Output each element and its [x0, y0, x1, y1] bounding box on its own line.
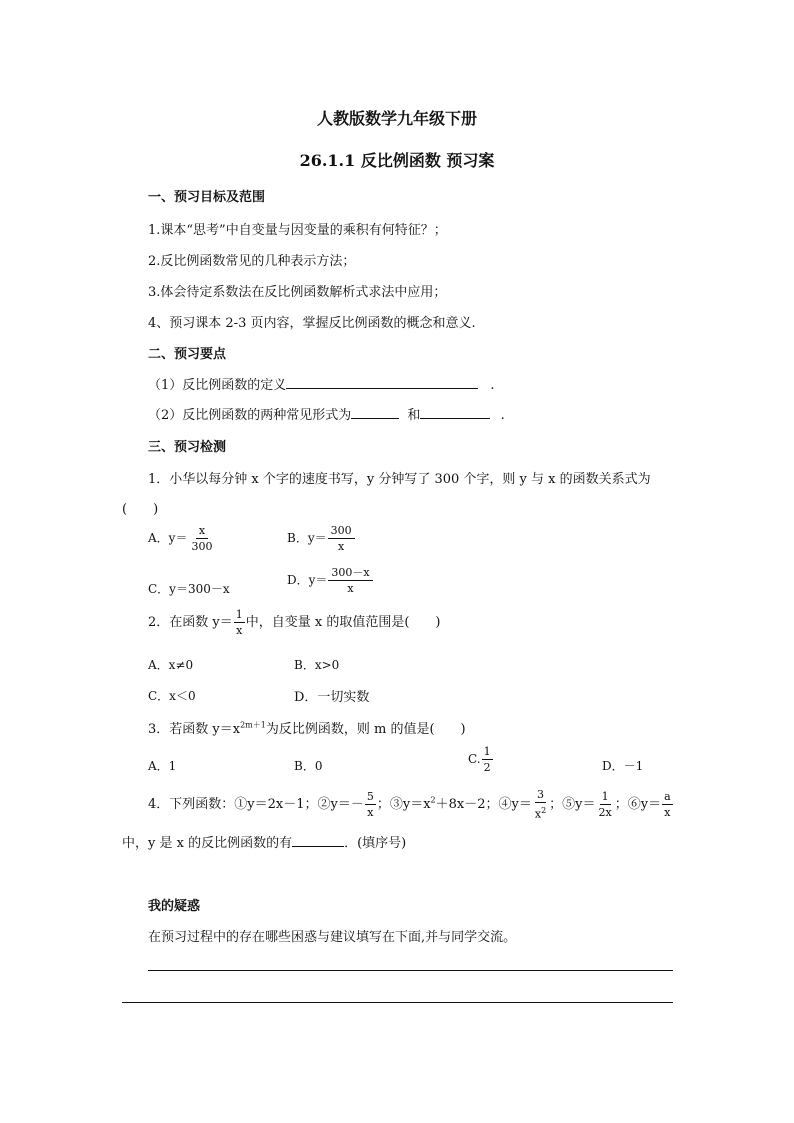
- fraction-denominator: 2x: [598, 805, 612, 819]
- q3-option-c-label: C.: [468, 752, 481, 766]
- doubts-answer-line-1[interactable]: [148, 970, 673, 971]
- definition-blank[interactable]: [286, 376, 478, 389]
- forms-prompt: （2）反比例函数的两种常见形式为: [148, 408, 352, 423]
- q1-option-a: [148, 524, 216, 553]
- q2-text: [148, 608, 441, 637]
- q1-option-b-label: B．y＝: [287, 531, 327, 545]
- fraction-denominator: x: [338, 540, 345, 553]
- section1-item-3: 3.体会待定系数法在反比例函数解析式求法中应用；: [148, 285, 447, 300]
- q4-p3-sup: 2: [430, 795, 436, 805]
- q1-option-a-fraction: [188, 524, 215, 553]
- fraction-denominator: 300: [191, 540, 213, 553]
- q1-option-b-fraction: [328, 524, 355, 553]
- q2-fraction: [234, 608, 245, 637]
- fraction-denominator: x: [367, 805, 374, 819]
- fraction-numerator: 1: [483, 745, 491, 758]
- fraction-denominator: [533, 803, 548, 821]
- q3-option-d: D．－1: [602, 759, 644, 773]
- page-subtitle: 26.1.1 反比例函数 预习案: [299, 151, 495, 170]
- form-blank-2[interactable]: [420, 406, 490, 419]
- fraction-denominator: 2: [483, 761, 491, 774]
- section1-item-1: 1.课本“思考”中自变量与因变量的乘积有何特征？；: [148, 223, 447, 238]
- q3-option-b: B．0: [294, 759, 323, 773]
- q1-paren: ( ): [122, 502, 159, 517]
- q4-f2: [365, 790, 376, 819]
- f4-den-base: x: [534, 807, 542, 821]
- q1-option-d-fraction: [328, 566, 372, 595]
- q3-option-c: [468, 745, 494, 774]
- fraction-numerator: 1: [601, 789, 609, 803]
- q1-option-d: [287, 566, 374, 595]
- definition-period: .: [490, 378, 495, 393]
- form-blank-1[interactable]: [351, 406, 399, 419]
- fraction-numerator: x: [196, 524, 208, 539]
- q4-line2-end: ．(填序号): [344, 836, 407, 851]
- fraction-numerator: 5: [366, 789, 374, 803]
- q3-exponent: 2m＋1: [240, 720, 266, 730]
- fraction-denominator: x: [347, 582, 354, 595]
- fraction-denominator: x: [664, 805, 671, 819]
- q4-line2: [122, 832, 406, 851]
- q4-line2-text: 中，y 是 x 的反比例函数的有: [122, 836, 293, 851]
- q1-option-a-label: A．y＝: [148, 531, 188, 545]
- q1-text: 1．小华以每分钟 x 个字的速度书写，y 分钟写了 300 个字，则 y 与 x 的函数关系式为: [148, 472, 651, 487]
- fraction-numerator: 300: [328, 524, 355, 539]
- definition-prompt: （1）反比例函数的定义: [148, 378, 287, 393]
- section2-item-1: [148, 374, 495, 393]
- section1-heading: 一、预习目标及范围: [148, 190, 266, 205]
- q2-option-a: A．x≠0: [148, 658, 194, 672]
- doubts-text: 在预习过程中的存在哪些困惑与建议填写在下面,并与同学交流。: [148, 930, 517, 945]
- f4-den-sup: 2: [541, 806, 547, 815]
- q3-option-a: A．1: [148, 759, 177, 773]
- fraction-denominator: x: [236, 624, 243, 637]
- section3-heading: 三、预习检测: [148, 440, 227, 455]
- section1-item-4: 4、预习课本 2-3 页内容，掌握反比例函数的概念和意义.: [148, 316, 476, 331]
- doubts-heading: 我的疑惑: [148, 899, 201, 914]
- q3-post: 为反比例函数，则 m 的值是( ): [265, 722, 466, 737]
- q1-option-c: C．y＝300－x: [148, 582, 230, 596]
- q4-pre: 4．下列函数：①y＝2x－1；②y＝－: [148, 796, 364, 812]
- forms-and: 和: [407, 408, 421, 423]
- forms-period: .: [500, 408, 505, 423]
- fraction-numerator: a: [664, 789, 671, 803]
- q1-option-b: [287, 524, 356, 553]
- q4-f5: [597, 790, 614, 819]
- q2-post: 中，自变量 x 的取值范围是( ): [245, 615, 441, 630]
- section2-heading: 二、预习要点: [148, 347, 227, 362]
- q2-option-c: C．x＜0: [148, 689, 196, 703]
- q4-f6: [662, 790, 673, 819]
- q2-pre: 2．在函数 y＝: [148, 615, 233, 630]
- q4-p6: ；⑥y＝: [614, 796, 662, 812]
- q4-p3b: ＋8x－2；④y＝: [435, 796, 532, 812]
- q4-p5: ；⑤y＝: [549, 796, 596, 812]
- q4-line1: [148, 788, 674, 821]
- q3-pre: 3．若函数 y＝x: [148, 722, 241, 737]
- fraction-numerator: 300－x: [328, 566, 372, 581]
- page-title: 人教版数学九年级下册: [316, 109, 477, 128]
- q2-option-b: B．x>0: [294, 658, 340, 672]
- section2-item-2: [148, 404, 505, 423]
- q3-text: [148, 718, 466, 737]
- doubts-answer-line-2[interactable]: [122, 1002, 673, 1003]
- q1-option-d-label: D．y＝: [287, 573, 328, 587]
- section1-item-2: 2.反比例函数常见的几种表示方法；: [148, 254, 356, 269]
- q3-option-c-fraction: [482, 745, 493, 774]
- q2-option-d: D．一切实数: [294, 690, 370, 705]
- fraction-numerator: 3: [537, 788, 544, 801]
- q4-answer-blank[interactable]: [292, 834, 344, 847]
- q4-f4: [533, 788, 548, 821]
- q4-p3: ；③y＝x: [376, 796, 431, 812]
- fraction-numerator: 1: [235, 608, 243, 621]
